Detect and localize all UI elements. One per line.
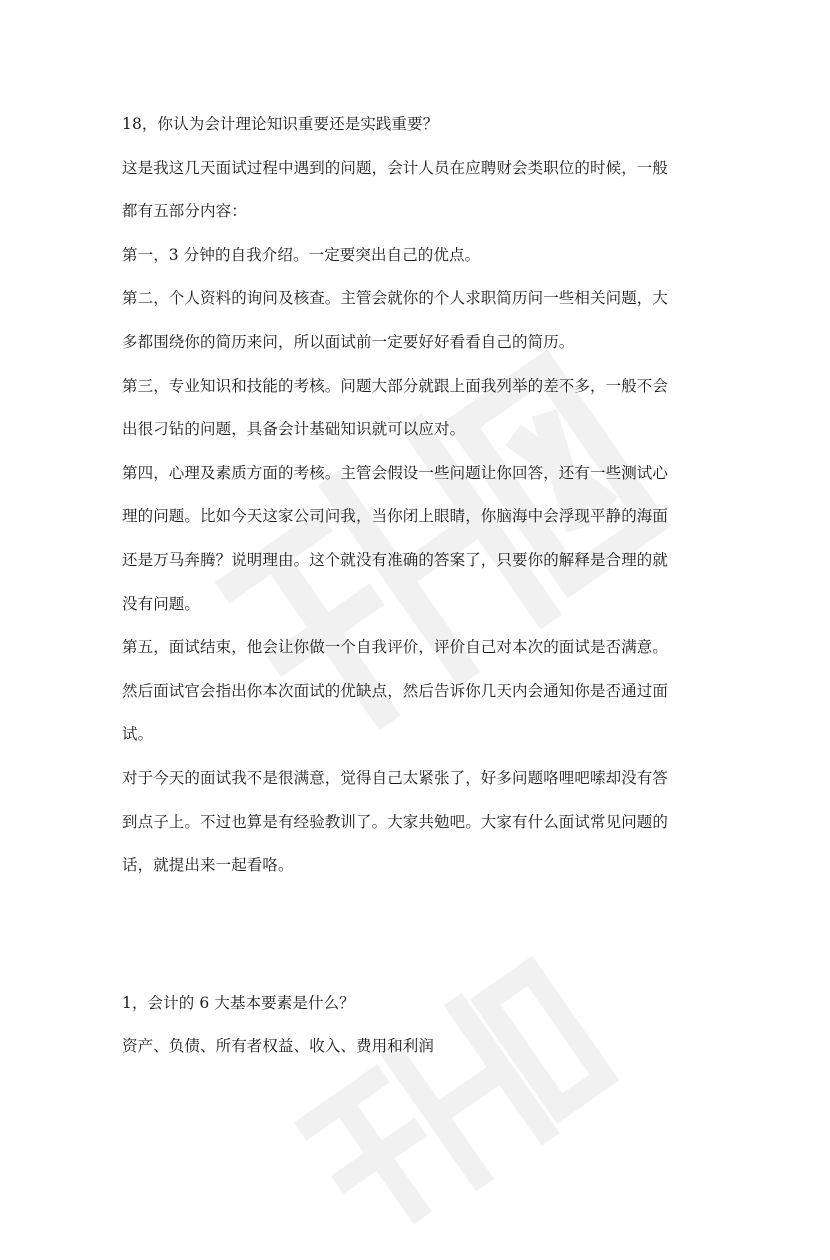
paragraph-line: 第四，心理及素质方面的考核。主管会假设一些问题让你回答，还有一些测试心 [122,463,669,482]
paragraph-line: 理的问题。比如今天这家公司问我，当你闭上眼睛，你脑海中会浮现平静的海面 [122,507,669,526]
question-18-heading: 18，你认为会计理论知识重要还是实践重要？ [122,115,439,133]
paragraph-line: 试。 [122,725,154,744]
paragraph-line: 第二，个人资料的询问及核查。主管会就你的个人求职简历问一些相关问题，大 [122,289,669,308]
paragraph-line: 第三，专业知识和技能的考核。问题大部分就跟上面我列举的差不多，一般不会 [122,376,669,395]
paragraph-line: 这是我这几天面试过程中遇到的问题，会计人员在应聘财会类职位的时候，一般 [122,158,669,177]
paragraph-line: 第一，3 分钟的自我介绍。一定要突出自己的优点。 [122,245,481,264]
paragraph-line: 话，就提出来一起看咯。 [122,856,294,875]
paragraph-line: 都有五部分内容： [122,202,247,221]
paragraph-line: 到点子上。不过也算是有经验教训了。大家共勉吧。大家有什么面试常见问题的 [122,812,669,831]
question-1-heading: 1，会计的 6 大基本要素是什么？ [122,993,355,1012]
paragraph-line: 第五，面试结束，他会让你做一个自我评价，评价自己对本次的面试是否满意。 [122,638,669,657]
paragraph-line: 出很刁钻的问题，具备会计基础知识就可以应对。 [122,420,466,439]
answer-line: 资产、负债、所有者权益、收入、费用和利润 [122,1037,435,1056]
paragraph-line: 还是万马奔腾？说明理由。这个就没有准确的答案了，只要你的解释是合理的就 [122,550,669,569]
paragraph-line: 然后面试官会指出你本次面试的优缺点，然后告诉你几天内会通知你是否通过面 [122,681,669,700]
paragraph-line: 多都围绕你的简历来问，所以面试前一定要好好看看自己的简历。 [122,332,575,351]
paragraph-line: 没有问题。 [122,594,201,613]
section-gap [122,888,722,982]
document-body [122,103,722,1069]
paragraph-line: 对于今天的面试我不是很满意，觉得自己太紧张了，好多问题咯哩吧嗦却没有答 [122,768,669,787]
